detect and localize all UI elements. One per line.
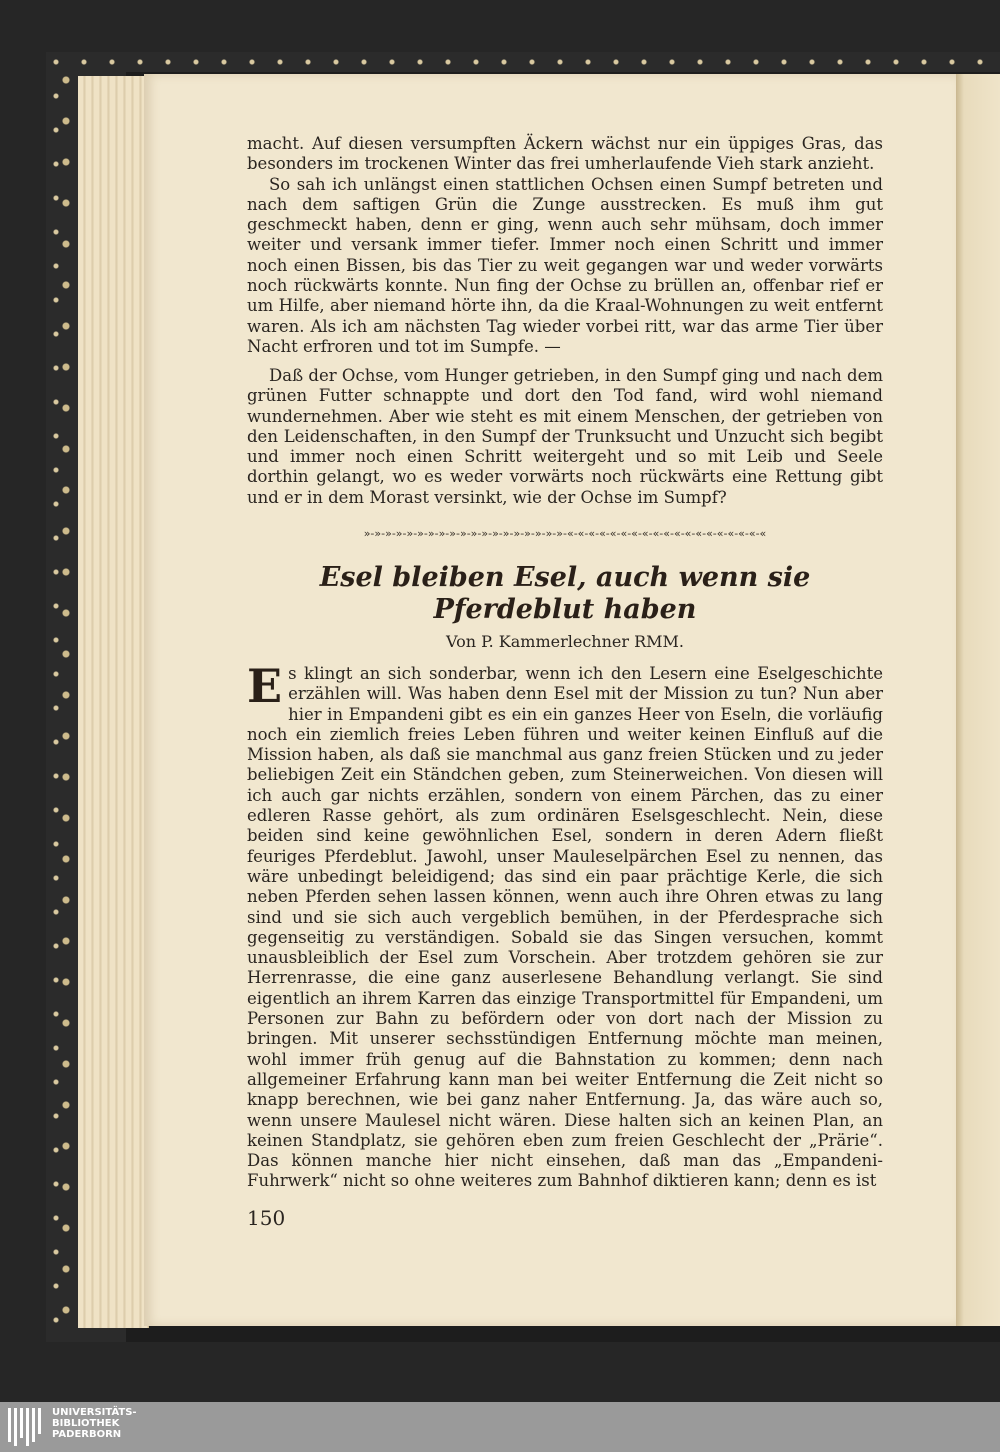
text-block-esel bbox=[247, 659, 883, 1192]
library-name-line: UNIVERSITÄTS- bbox=[52, 1407, 137, 1418]
library-name-line: BIBLIOTHEK bbox=[52, 1418, 120, 1429]
drop-cap: E bbox=[247, 659, 283, 713]
text-block-ochse bbox=[247, 134, 883, 357]
library-name bbox=[52, 1407, 137, 1440]
text-block-moral bbox=[247, 366, 883, 508]
ornamental-divider: »-»-»-»-»-»-»-»-»-»-»-»-»-»-»-»-»-»-»-«-«-«-«-«-«-«-«-«-«-«-«-«-«-«-«-«-«-« bbox=[363, 527, 767, 540]
paragraph: So sah ich unlängst einen stattlichen Ochsen einen Sumpf betreten und nach dem saftigen Grün die Zunge ausstrecken. Es muß ihm gut geschmeckt haben, denn er ging, wenn auch sehr mühsam, doch immer weiter und versank immer tiefer. Immer noch einen Schritt und immer noch einen Bissen, bis das Tier zu weit gegangen war und weder vorwärts noch rückwärts konnte. Nun fing der Ochse zu brüllen an, offenbar rief er um Hilfe, aber niemand hörte ihn, da die Kraal-Wohnungen zu weit entfernt waren. Als ich am nächsten Tag wieder vorbei ritt, war das arme Tier über Nacht erfroren und tot im Sumpfe. — bbox=[247, 174, 883, 356]
library-logo-icon bbox=[6, 1408, 46, 1446]
library-footer bbox=[0, 1402, 1000, 1452]
facing-page-edge bbox=[956, 74, 1000, 1326]
paragraph: s klingt an sich sonderbar, wenn ich den Lesern eine Eselgeschichte erzählen will. Was haben denn Esel mit der Mission zu tun? Nun aber hier in Empandeni gibt es ein ein ganzes Heer von Eseln, die vorläufig noch ein ziemlich freies Leben führen und weiter keinen Einfluß auf die Mission haben, als daß sie manchmal aus ganz freien Stücken und zu jeder beliebigen Zeit ein Ständchen geben, zum Steinerweichen. Von diesen will ich auch gar nichts erzählen, sondern von einem Pärchen, das zu einer edleren Rasse gehört, als zum ordinären Eselsgeschlecht. Nein, diese beiden sind keine gewöhnlichen Esel, sondern in deren Adern fließt feuriges Pferdeblut. Jawohl, unser Mauleselpärchen Esel zu nennen, das wäre unbedingt beleidigend; das sind ein paar prächtige Kerle, die sich neben Pferden sehen lassen können, wenn auch ihre Ohren etwas zu lang sind und sie sich auch vergeblich bemühen, in der Pferdesprache sich gegenseitig zu verständigen. Sobald sie das Singen versuchen, kommt unausbleiblich der Esel zum Vorschein. Aber trotzdem gehören sie zur Herrenrasse, die eine ganz auserlesene Behandlung verlangt. Sie sind eigentlich an ihrem Karren das einzige Transportmittel für Empandeni, um Personen zur Bahn zu befördern oder von dort nach der Mission zu bringen. Mit unserer sechsstündigen Entfernung möchte man meinen, wohl immer früh genug auf die Bahnstation zu kommen; denn nach allgemeiner Erfahrung kann man bei weiter Entfernung die Zeit nicht so knapp berechnen, wie bei ganz naher Entfernung. Ja, das wäre auch so, wenn unsere Maulesel nicht wären. Diese halten sich an keinen Plan, an keinen Standplatz, sie gehören eben zum freien Geschlecht der „Prärie“. Das können manche hier nicht einsehen, daß man das „Empandeni-Fuhrwerk“ nicht so ohne weiteres zum Bahnhof diktieren kann; denn es ist bbox=[247, 664, 883, 1191]
article-byline: Von P. Kammerlechner RMM. bbox=[445, 632, 684, 651]
library-name-line: PADERBORN bbox=[52, 1429, 122, 1440]
paragraph: Daß der Ochse, vom Hunger getrieben, in den Sumpf ging und nach dem grünen Futter schnappte und dort den Tod fand, wird wohl niemand wundernehmen. Aber wie steht es mit einem Menschen, der getrieben von den Leidenschaften, in den Sumpf der Trunksucht und Unzucht sich begibt und immer noch einen Schritt weitergeht und so mit Leib und Seele dorthin gelangt, wo es weder vorwärts noch rückwärts eine Rettung gibt und er in dem Morast versinkt, wie der Ochse im Sumpf? bbox=[247, 366, 883, 507]
paragraph: macht. Auf diesen versumpften Äckern wächst nur ein üppiges Gras, das besonders im trockenen Winter das frei umherlaufende Vieh stark anzieht. bbox=[247, 134, 883, 174]
page-number: 150 bbox=[247, 1206, 286, 1230]
page-edges bbox=[78, 76, 149, 1328]
article-title: Esel bleiben Esel, auch wenn sie Pferdeblut haben bbox=[319, 562, 811, 625]
